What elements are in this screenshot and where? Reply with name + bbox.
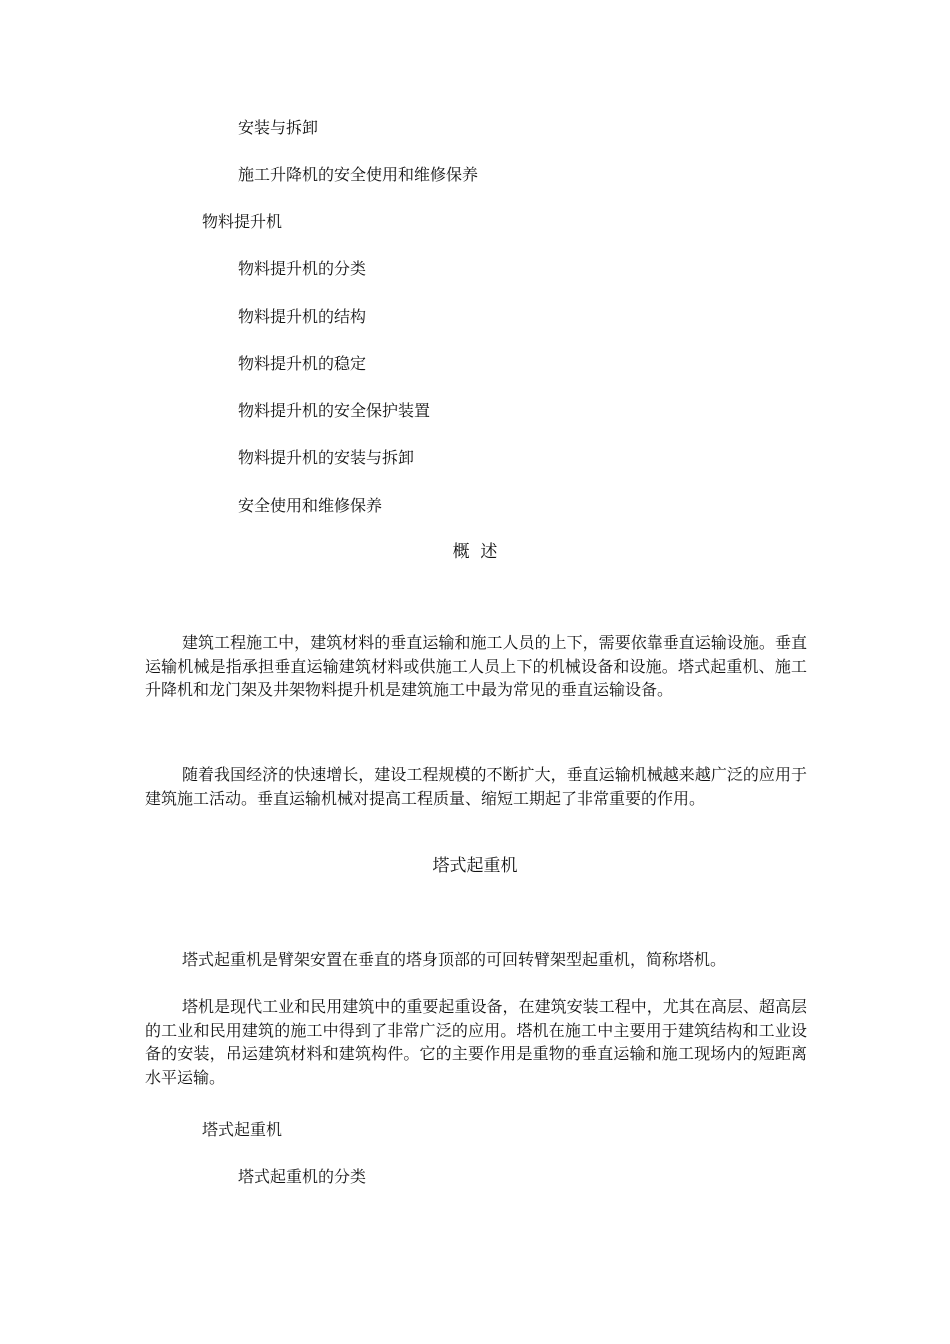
toc-item: 塔式起重机的分类: [238, 1167, 367, 1186]
overview-paragraph-2: 随着我国经济的快速增长，建设工程规模的不断扩大，垂直运输机械越来越广泛的应用于建筑施工活动。垂直运输机械对提高工程质量、缩短工期起了非常重要的作用。: [145, 765, 807, 808]
toc-item: 物料提升机的结构: [238, 307, 367, 326]
section-title-tower-crane: 塔式起重机: [432, 856, 518, 876]
toc-item: 物料提升机的安装与拆卸: [238, 448, 415, 467]
toc-item: 塔式起重机: [202, 1120, 283, 1139]
toc-item: 安全使用和维修保养: [238, 496, 383, 515]
tower-crane-paragraph-1: 塔式起重机是臂架安置在垂直的塔身顶部的可回转臂架型起重机，简称塔机。: [182, 950, 727, 969]
overview-paragraph-1: 建筑工程施工中，建筑材料的垂直运输和施工人员的上下，需要依靠垂直运输设施。垂直运输机械是指承担垂直运输建筑材料或供施工人员上下的机械设备和设施。塔式起重机、施工升降机和龙门架及井架物料提升机是建筑施工中最为常见的垂直运输设备。: [145, 633, 807, 699]
toc-item: 物料提升机的安全保护装置: [238, 401, 431, 420]
toc-item: 安装与拆卸: [238, 118, 319, 137]
toc-item: 施工升降机的安全使用和维修保养: [238, 165, 479, 184]
toc-item: 物料提升机: [202, 212, 283, 231]
toc-item: 物料提升机的稳定: [238, 354, 367, 373]
toc-item: 物料提升机的分类: [238, 259, 367, 278]
tower-crane-paragraph-2: 塔机是现代工业和民用建筑中的重要起重设备，在建筑安装工程中，尤其在高层、超高层的工业和民用建筑的施工中得到了非常广泛的应用。塔机在施工中主要用于建筑结构和工业设备的安装，吊运建筑材料和建筑构件。它的主要作用是重物的垂直运输和施工现场内的短距离水平运输。: [145, 997, 807, 1087]
section-title-overview: 概 述: [452, 542, 498, 562]
